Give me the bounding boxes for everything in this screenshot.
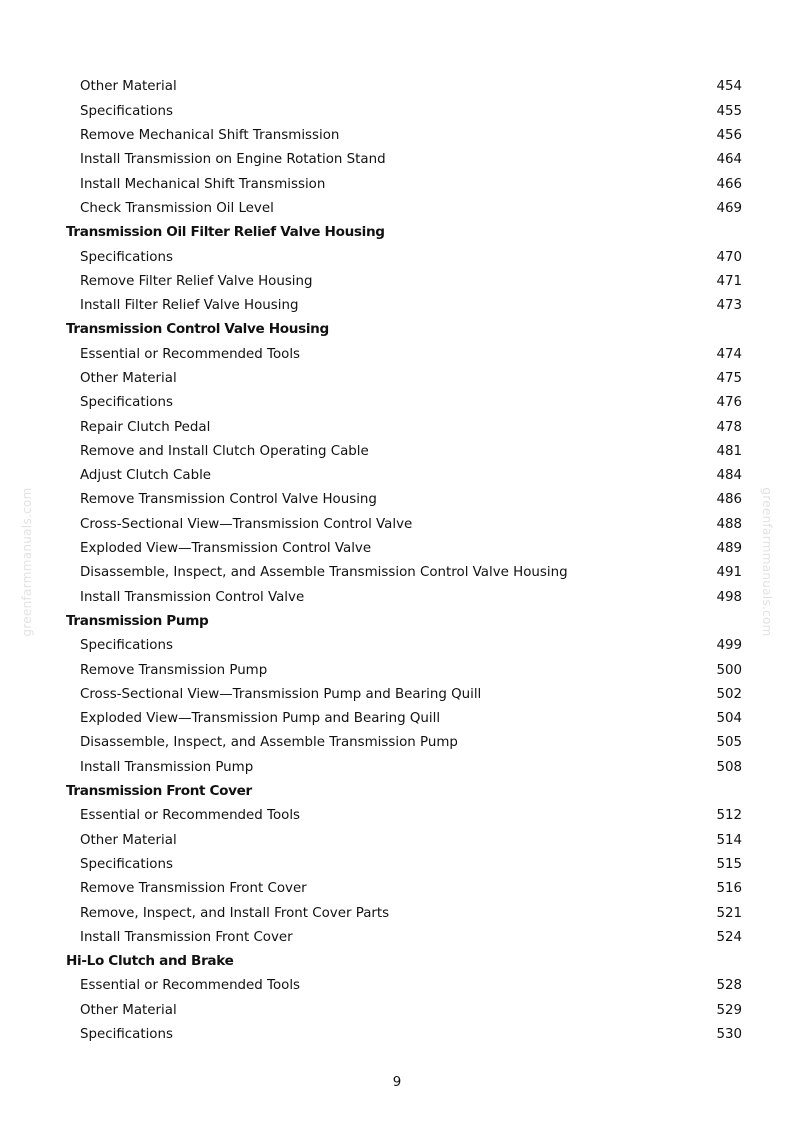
- toc-entry[interactable]: [66, 731, 742, 755]
- toc-page-number: 521: [716, 905, 742, 921]
- toc-entry-title: Repair Clutch Pedal: [80, 419, 211, 435]
- toc-page-number: 488: [716, 516, 742, 532]
- toc-entry-title: Remove Filter Relief Valve Housing: [80, 273, 313, 289]
- toc-page-number: 455: [716, 103, 742, 119]
- toc-page-number: 484: [716, 468, 742, 484]
- toc-entry[interactable]: [66, 901, 742, 925]
- toc-section-heading[interactable]: [66, 950, 742, 974]
- toc-entry-title: Other Material: [80, 371, 177, 386]
- toc-entry[interactable]: [66, 124, 742, 148]
- toc-page-number: 514: [716, 832, 742, 848]
- toc-entry[interactable]: [66, 1023, 742, 1047]
- toc-entry[interactable]: [66, 464, 742, 488]
- toc-entry-title: Essential or Recommended Tools: [80, 346, 301, 362]
- toc-entry[interactable]: [66, 585, 742, 609]
- toc-entry-title: Specifications: [80, 638, 173, 654]
- toc-page-number: 469: [716, 200, 742, 216]
- toc-entry[interactable]: [66, 561, 742, 585]
- toc-page-number: 512: [716, 808, 742, 824]
- toc-entry[interactable]: [66, 148, 742, 172]
- toc-page-number: 508: [716, 759, 742, 775]
- toc-page-number: 481: [716, 443, 742, 459]
- toc-page-number: 489: [716, 541, 742, 557]
- toc-entry-title: Other Material: [80, 79, 177, 95]
- toc-heading-title: Transmission Pump: [66, 612, 209, 629]
- toc-page-number: 466: [716, 176, 742, 192]
- toc-page-number: 475: [716, 371, 742, 386]
- toc-entry-title: Install Mechanical Shift Transmission: [80, 176, 326, 192]
- toc-entry[interactable]: [66, 634, 742, 658]
- toc-entry-title: Check Transmission Oil Level: [80, 200, 274, 216]
- toc-page-number: 473: [716, 298, 742, 314]
- toc-entry-title: Install Transmission Pump: [80, 759, 254, 775]
- toc-heading-title: Transmission Control Valve Housing: [66, 321, 329, 338]
- toc-entry-title: Install Transmission Control Valve: [80, 589, 305, 605]
- toc-entry[interactable]: [66, 367, 742, 391]
- toc-page-number: 505: [716, 735, 742, 751]
- toc-entry[interactable]: [66, 804, 742, 828]
- toc-entry[interactable]: [66, 658, 742, 682]
- toc-page-number: 504: [716, 711, 742, 727]
- toc-entry[interactable]: [66, 439, 742, 463]
- toc-page-number: 476: [716, 395, 742, 411]
- toc-entry[interactable]: [66, 974, 742, 998]
- toc-entry[interactable]: [66, 755, 742, 779]
- toc-entry[interactable]: [66, 294, 742, 318]
- toc-entry[interactable]: [66, 196, 742, 220]
- toc-entry[interactable]: [66, 342, 742, 366]
- toc-entry-title: Remove Transmission Control Valve Housing: [80, 492, 377, 508]
- toc-page-number: 529: [716, 1002, 742, 1018]
- toc-page-number: 515: [716, 856, 742, 872]
- toc-section-heading[interactable]: [66, 610, 742, 634]
- toc-page-number: 502: [716, 686, 742, 702]
- toc-entry-title: Specifications: [80, 395, 173, 411]
- toc-section-heading[interactable]: [66, 318, 742, 342]
- table-of-contents: [66, 75, 742, 1047]
- toc-page-number: 478: [716, 419, 742, 435]
- watermark-right: greenfarmmanuals.com: [760, 487, 774, 637]
- toc-page-number: 471: [716, 273, 742, 289]
- toc-page-number: 486: [716, 492, 742, 508]
- toc-page-number: 464: [716, 152, 742, 168]
- toc-page-number: 499: [716, 638, 742, 654]
- toc-entry-title: Specifications: [80, 1027, 173, 1043]
- toc-page-number: 498: [716, 589, 742, 605]
- toc-page-number: 516: [716, 881, 742, 897]
- toc-page-number: 474: [716, 346, 742, 362]
- toc-entry-title: Install Transmission Front Cover: [80, 929, 293, 945]
- toc-section-heading[interactable]: [66, 780, 742, 804]
- toc-entry[interactable]: [66, 512, 742, 536]
- toc-entry-title: Cross-Sectional View—Transmission Control Valve: [80, 516, 413, 532]
- toc-page-number: 530: [716, 1027, 742, 1043]
- toc-entry-title: Remove Mechanical Shift Transmission: [80, 128, 340, 144]
- toc-entry-title: Remove and Install Clutch Operating Cable: [80, 443, 369, 459]
- toc-page-number: 500: [716, 662, 742, 678]
- toc-entry[interactable]: [66, 75, 742, 99]
- toc-entry-title: Essential or Recommended Tools: [80, 808, 301, 824]
- watermark-left: greenfarmmanuals.com: [20, 487, 34, 637]
- toc-entry[interactable]: [66, 682, 742, 706]
- toc-entry[interactable]: [66, 172, 742, 196]
- toc-entry-title: Essential or Recommended Tools: [80, 978, 301, 994]
- toc-entry-title: Other Material: [80, 832, 177, 848]
- toc-page-number: 456: [716, 128, 742, 144]
- toc-entry-title: Disassemble, Inspect, and Assemble Transmission Control Valve Housing: [80, 565, 568, 581]
- toc-entry[interactable]: [66, 269, 742, 293]
- toc-entry-title: Other Material: [80, 1002, 177, 1018]
- toc-entry[interactable]: [66, 877, 742, 901]
- toc-entry[interactable]: [66, 391, 742, 415]
- page-number: 9: [392, 1075, 402, 1090]
- toc-entry-title: Exploded View—Transmission Control Valve: [80, 541, 372, 557]
- toc-entry-title: Specifications: [80, 103, 173, 119]
- toc-entry-title: Remove Transmission Pump: [80, 662, 268, 678]
- toc-entry[interactable]: [66, 537, 742, 561]
- toc-entry[interactable]: [66, 828, 742, 852]
- toc-entry-title: Cross-Sectional View—Transmission Pump and Bearing Quill: [80, 686, 482, 702]
- toc-page-number: 454: [716, 79, 742, 95]
- toc-entry-title: Remove Transmission Front Cover: [80, 881, 307, 897]
- toc-page-number: 491: [716, 565, 742, 581]
- toc-entry[interactable]: [66, 415, 742, 439]
- toc-entry-title: Adjust Clutch Cable: [80, 468, 212, 484]
- toc-entry[interactable]: [66, 707, 742, 731]
- toc-entry[interactable]: [66, 488, 742, 512]
- toc-entry[interactable]: [66, 853, 742, 877]
- toc-heading-title: Hi-Lo Clutch and Brake: [66, 953, 234, 970]
- toc-page-number: 524: [716, 929, 742, 945]
- toc-page-number: 528: [716, 978, 742, 994]
- toc-heading-title: Transmission Oil Filter Relief Valve Housing: [66, 224, 385, 241]
- toc-page-number: 470: [716, 249, 742, 265]
- toc-entry-title: Install Transmission on Engine Rotation Stand: [80, 152, 386, 168]
- toc-entry[interactable]: [66, 245, 742, 269]
- toc-section-heading[interactable]: [66, 221, 742, 245]
- toc-entry-title: Remove, Inspect, and Install Front Cover Parts: [80, 905, 390, 921]
- toc-entry-title: Specifications: [80, 249, 173, 265]
- toc-entry-title: Exploded View—Transmission Pump and Bearing Quill: [80, 711, 441, 727]
- toc-entry-title: Specifications: [80, 856, 173, 872]
- toc-heading-title: Transmission Front Cover: [66, 782, 252, 799]
- toc-entry[interactable]: [66, 998, 742, 1022]
- toc-entry[interactable]: [66, 925, 742, 949]
- toc-entry-title: Disassemble, Inspect, and Assemble Transmission Pump: [80, 735, 458, 751]
- toc-entry[interactable]: [66, 99, 742, 123]
- toc-entry-title: Install Filter Relief Valve Housing: [80, 298, 299, 314]
